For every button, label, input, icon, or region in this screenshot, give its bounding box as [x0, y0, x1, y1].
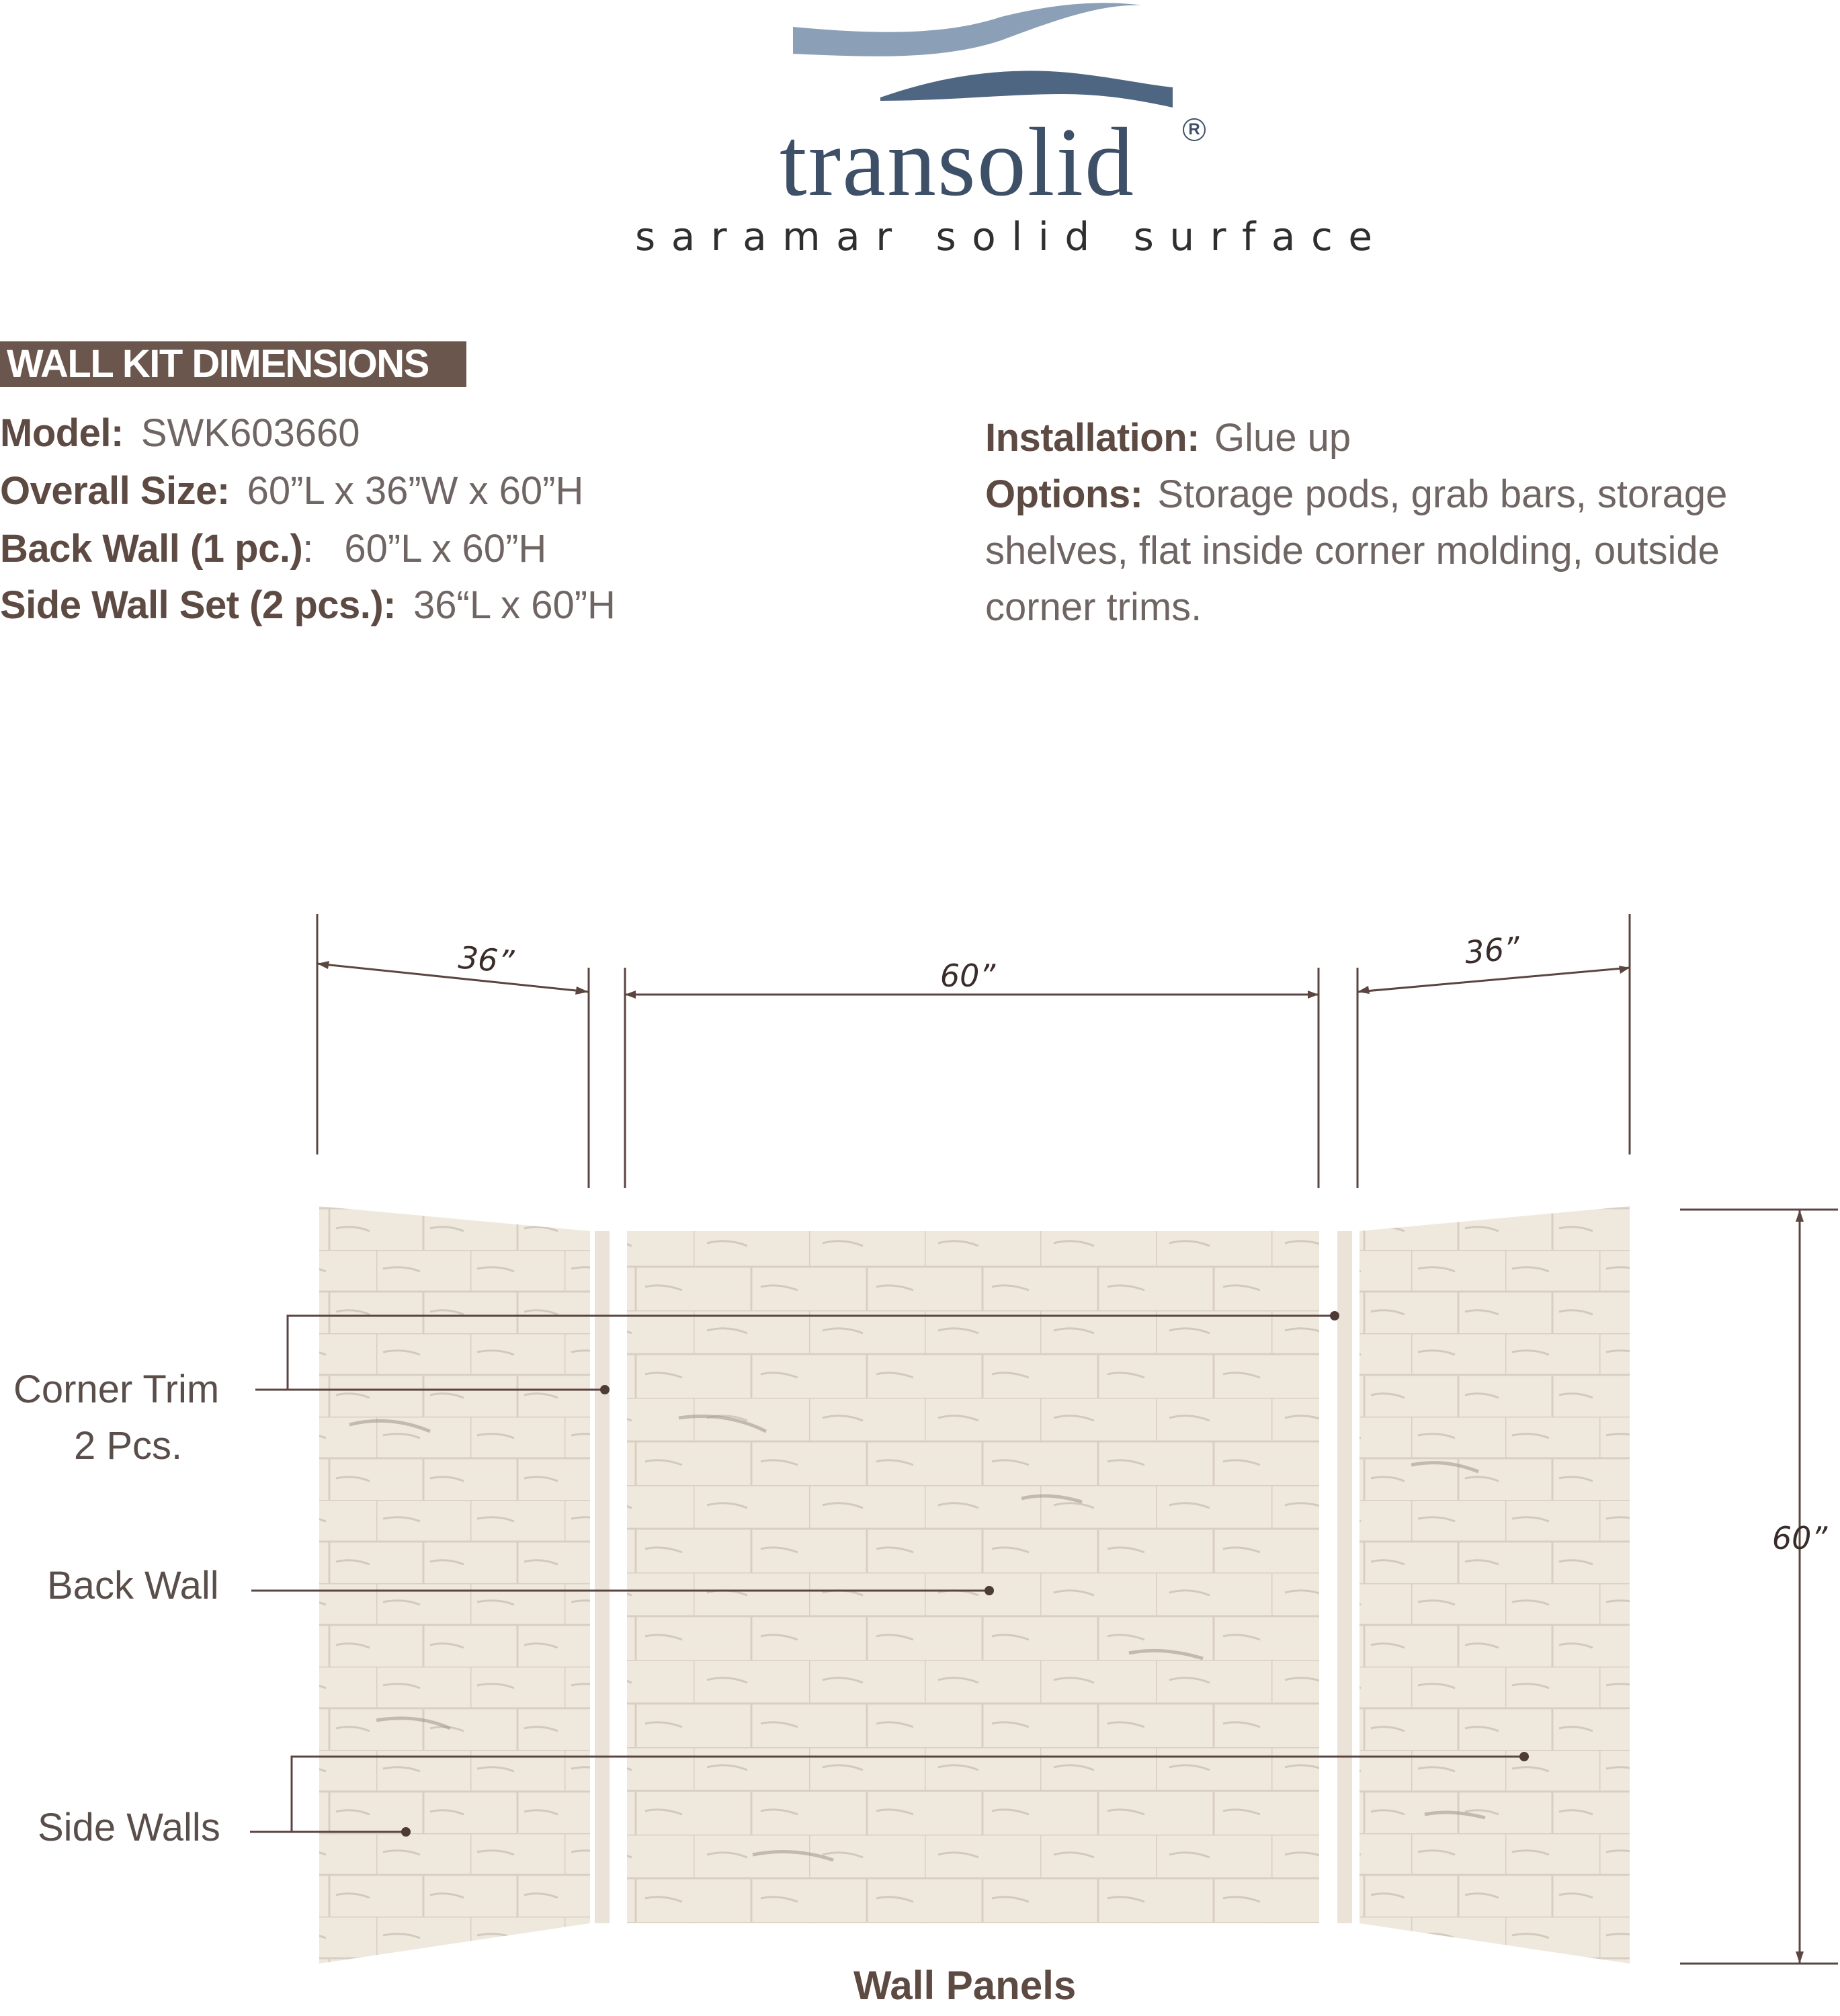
left-side-wall-panel — [319, 1206, 590, 1964]
spec-back-wall-value: 60”L x 60”H — [344, 527, 547, 571]
spec-overall-size-label: Overall Size: — [0, 469, 230, 513]
dim-right-width: 36” — [1463, 929, 1521, 971]
back-wall-panel — [627, 1231, 1319, 1923]
registered-mark-icon: R — [1183, 118, 1206, 141]
spec-side-wall-set-label: Side Wall Set (2 pcs.): — [0, 583, 396, 627]
spec-model-label: Model: — [0, 411, 124, 455]
options-value: Storage pods, grab bars, storage shelves, flat inside corner molding, outside corner trims. — [985, 472, 1728, 629]
spec-back-wall-label: Back Wall (1 pc.) — [0, 527, 303, 571]
dim-height: 60” — [1771, 1520, 1828, 1556]
right-side-wall-panel — [1360, 1206, 1630, 1964]
left-corner-trim — [595, 1231, 610, 1923]
spec-back-wall-colon: : — [302, 527, 314, 571]
callout-back-wall: Back Wall — [47, 1564, 219, 1607]
spec-side-wall-set-value: 36“L x 60”H — [413, 583, 616, 627]
spec-model-value: SWK603660 — [140, 411, 360, 455]
dim-left-width: 36” — [457, 939, 515, 980]
spec-overall-size-value: 60”L x 36”W x 60”H — [247, 469, 584, 513]
dim-back-width: 60” — [939, 958, 996, 994]
section-heading: WALL KIT DIMENSIONS — [0, 341, 466, 387]
installation-value: Glue up — [1214, 416, 1351, 460]
installation-label: Installation: — [985, 416, 1200, 460]
callout-corner-trim-qty: 2 Pcs. — [74, 1424, 183, 1468]
right-corner-trim — [1337, 1231, 1352, 1923]
brand-tagline: saramar solid surface — [635, 214, 1388, 259]
options-label: Options: — [985, 472, 1143, 516]
diagram-caption: Wall Panels — [853, 1963, 1077, 2008]
callout-side-walls: Side Walls — [38, 1806, 220, 1849]
callout-corner-trim: Corner Trim — [13, 1368, 220, 1411]
brand-name: transolid — [780, 108, 1135, 216]
